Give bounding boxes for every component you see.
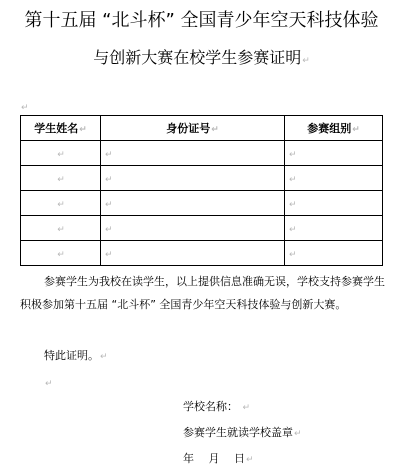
table-row xyxy=(21,191,383,216)
table-row xyxy=(21,216,383,241)
cell-id-number[interactable] xyxy=(101,141,285,166)
paragraph-mark-icon: ↵ xyxy=(57,249,65,260)
statement-paragraph: 参赛学生为我校在读学生，以上提供信息准确无误，学校支持参赛学生积极参加第十五届 “北斗杯” 全国青少年空天科技体验与创新大赛。 xyxy=(20,275,385,311)
cell-id-number[interactable] xyxy=(101,166,285,191)
table-row xyxy=(21,241,383,266)
paragraph-mark-icon: ↵ xyxy=(289,249,297,260)
cell-student-name[interactable] xyxy=(21,141,101,166)
cell-student-name[interactable] xyxy=(21,216,101,241)
cell-competition-group[interactable] xyxy=(285,241,383,266)
school-stamp-line: 参赛学生就读学校盖章↵ xyxy=(183,426,302,439)
paragraph-mark-icon: ↵ xyxy=(57,174,65,185)
paragraph-mark-icon: ↵ xyxy=(79,125,87,135)
participant-table xyxy=(20,115,383,266)
paragraph-mark-icon: ↵ xyxy=(246,455,254,465)
paragraph-mark-icon: ↵ xyxy=(105,224,113,235)
paragraph-mark-icon: ↵ xyxy=(289,224,297,235)
paragraph-mark-icon: ↵ xyxy=(289,199,297,210)
cell-student-name[interactable] xyxy=(21,241,101,266)
paragraph-mark-icon: ↵ xyxy=(21,103,29,113)
paragraph-mark-icon: ↵ xyxy=(289,149,297,160)
paragraph-mark-icon: ↵ xyxy=(57,224,65,235)
paragraph-mark-icon: ↵ xyxy=(352,125,360,135)
paragraph-mark-icon: ↵ xyxy=(211,125,219,135)
document-title-line1: 第十五届 “北斗杯” 全国青少年空天科技体验 xyxy=(24,10,379,31)
cell-competition-group[interactable] xyxy=(285,216,383,241)
paragraph-mark-icon: ↵ xyxy=(105,199,113,210)
paragraph-mark-icon: ↵ xyxy=(302,56,310,66)
paragraph-mark-icon: ↵ xyxy=(57,199,65,210)
paragraph-mark-icon: ↵ xyxy=(105,174,113,185)
cell-student-name[interactable] xyxy=(21,166,101,191)
cell-id-number[interactable] xyxy=(101,191,285,216)
cell-id-number[interactable] xyxy=(101,241,285,266)
table-header-row xyxy=(21,116,383,141)
cell-competition-group[interactable] xyxy=(285,191,383,216)
cell-student-name[interactable] xyxy=(21,191,101,216)
empty-paragraph xyxy=(44,371,403,396)
certify-paragraph: 特此证明。↵ xyxy=(44,349,108,362)
cell-id-number[interactable] xyxy=(101,216,285,241)
document-title-line2: 与创新大赛在校学生参赛证明↵ xyxy=(93,48,310,67)
paragraph-mark-icon: ↵ xyxy=(289,174,297,185)
header-id-number: 身份证号↵ xyxy=(101,116,285,141)
date-line: 年 月 日↵ xyxy=(183,452,254,465)
paragraph-mark-icon: ↵ xyxy=(57,149,65,160)
header-student-name: 学生姓名↵ xyxy=(21,116,101,141)
paragraph-mark-icon: ↵ xyxy=(294,429,302,439)
table-row xyxy=(21,166,383,191)
header-competition-group: 参赛组别↵ xyxy=(285,116,383,141)
school-name-line: 学校名称： ↵ xyxy=(183,400,251,413)
table-row xyxy=(21,141,383,166)
paragraph-mark-icon: ↵ xyxy=(45,379,53,389)
paragraph-mark-icon: ↵ xyxy=(105,249,113,260)
paragraph-mark-icon: ↵ xyxy=(100,352,108,362)
paragraph-mark-icon: ↵ xyxy=(242,403,251,413)
cell-competition-group[interactable] xyxy=(285,141,383,166)
empty-paragraph xyxy=(20,95,29,114)
paragraph-mark-icon: ↵ xyxy=(105,149,113,160)
cell-competition-group[interactable] xyxy=(285,166,383,191)
